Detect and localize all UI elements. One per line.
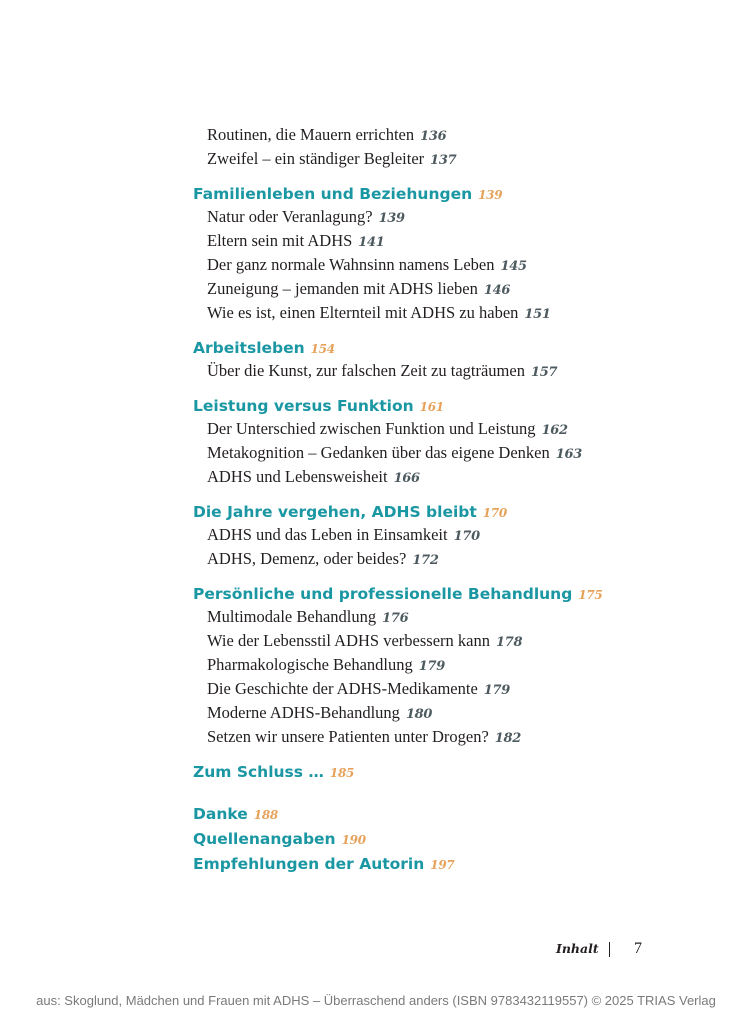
toc-section-page: 139 xyxy=(478,188,503,202)
toc-section-page: 190 xyxy=(341,833,366,847)
toc-entry-title: Wie der Lebensstil ADHS verbessern kann xyxy=(207,631,490,650)
toc-section-title: Familienleben und Beziehungen xyxy=(193,185,473,203)
toc-entry-title: Moderne ADHS-Behandlung xyxy=(207,703,400,722)
toc-section-page: 175 xyxy=(578,588,603,602)
toc-entry xyxy=(207,231,385,251)
toc-entry xyxy=(207,125,446,145)
toc-entry xyxy=(207,549,439,569)
toc-entry-page: 151 xyxy=(524,307,551,322)
toc-entry-title: ADHS, Demenz, oder beides? xyxy=(207,549,407,568)
page-number: 7 xyxy=(634,940,642,957)
toc-section-title: Zum Schluss … xyxy=(193,763,324,781)
toc-entry-page: 163 xyxy=(555,447,582,462)
toc-entry xyxy=(207,207,405,227)
toc-entry-title: Wie es ist, einen Elternteil mit ADHS zu haben xyxy=(207,303,519,322)
toc-entry-page: 146 xyxy=(483,283,511,298)
footer-divider xyxy=(609,942,610,957)
toc-section-title: Die Jahre vergehen, ADHS bleibt xyxy=(193,503,477,521)
toc-entry-page: 170 xyxy=(453,529,480,544)
toc-entry xyxy=(207,361,557,381)
toc-section xyxy=(193,763,354,781)
toc-entry xyxy=(207,419,568,439)
toc-entry xyxy=(207,703,432,723)
toc-entry-title: Multimodale Behandlung xyxy=(207,607,377,626)
toc-section-page: 170 xyxy=(482,506,507,520)
toc-entry-page: 176 xyxy=(382,611,409,626)
toc-section-page: 161 xyxy=(419,400,444,414)
toc-entry xyxy=(207,607,408,627)
toc-entry-page: 182 xyxy=(494,731,522,746)
toc-entry-page: 136 xyxy=(420,129,447,144)
toc-entry xyxy=(207,679,510,699)
toc-section-page: 197 xyxy=(430,858,455,872)
toc-entry-page: 139 xyxy=(378,211,405,226)
toc-entry-title: ADHS und Lebensweisheit xyxy=(207,467,388,486)
toc-entry-page: 180 xyxy=(405,707,433,722)
toc-entry-page: 137 xyxy=(430,153,457,168)
toc-entry-title: Natur oder Veranlagung? xyxy=(207,207,373,226)
toc-entry-title: Routinen, die Mauern errichten xyxy=(207,125,415,144)
toc-entry-title: Zuneigung – jemanden mit ADHS lieben xyxy=(207,279,478,298)
toc-entry xyxy=(207,255,527,275)
toc-entry-title: Metakognition – Gedanken über das eigene Denken xyxy=(207,443,550,462)
toc-section xyxy=(193,830,366,848)
toc-entry-title: Zweifel – ein ständiger Begleiter xyxy=(207,149,425,168)
toc-entry xyxy=(207,655,445,675)
toc-entry xyxy=(207,467,420,487)
toc-section xyxy=(193,185,502,203)
toc-entry-page: 166 xyxy=(393,471,420,486)
toc-entry xyxy=(207,149,456,169)
toc-entry xyxy=(207,525,480,545)
toc-section-page: 188 xyxy=(253,808,278,822)
toc-entry-page: 178 xyxy=(495,635,523,650)
toc-section-title: Danke xyxy=(193,805,248,823)
toc-entry-page: 172 xyxy=(412,553,439,568)
toc-section xyxy=(193,805,278,823)
toc-entry-page: 157 xyxy=(530,365,558,380)
running-footer-label: Inhalt xyxy=(556,941,599,956)
toc-entry-title: Eltern sein mit ADHS xyxy=(207,231,353,250)
toc-entry-title: Der Unterschied zwischen Funktion und Leistung xyxy=(207,419,536,438)
toc-entry xyxy=(207,727,521,747)
toc-section xyxy=(193,503,507,521)
toc-section-title: Empfehlungen der Autorin xyxy=(193,855,425,873)
toc-entry-page: 179 xyxy=(418,659,446,674)
toc-entry-page: 145 xyxy=(500,259,527,274)
toc-entry-title: ADHS und das Leben in Einsamkeit xyxy=(207,525,448,544)
toc-entry xyxy=(207,303,551,323)
toc-entry-title: Pharmakologische Behandlung xyxy=(207,655,413,674)
toc-entry xyxy=(207,279,510,299)
source-attribution: aus: Skoglund, Mädchen und Frauen mit ADHS – Überraschend anders (ISBN 9783432119557) © 2025 TRIAS Verlag xyxy=(36,993,716,1008)
toc-entry-page: 162 xyxy=(541,423,568,438)
toc-entry-title: Setzen wir unsere Patienten unter Drogen? xyxy=(207,727,489,746)
toc-section-title: Quellenangaben xyxy=(193,830,336,848)
toc-section-title: Persönliche und professionelle Behandlung xyxy=(193,585,573,603)
toc-section xyxy=(193,397,444,415)
toc-entry-title: Die Geschichte der ADHS-Medikamente xyxy=(207,679,478,698)
toc-entry-title: Über die Kunst, zur falschen Zeit zu tagträumen xyxy=(207,361,525,380)
toc-entry xyxy=(207,443,582,463)
toc-section-title: Leistung versus Funktion xyxy=(193,397,414,415)
toc-entry xyxy=(207,631,522,651)
toc-section-page: 154 xyxy=(310,342,335,356)
toc-entry-page: 141 xyxy=(358,235,385,250)
toc-entry-page: 179 xyxy=(483,683,511,698)
toc-section-title: Arbeitsleben xyxy=(193,339,305,357)
toc-section xyxy=(193,339,335,357)
toc-entry-title: Der ganz normale Wahnsinn namens Leben xyxy=(207,255,495,274)
toc-section xyxy=(193,585,602,603)
toc-section xyxy=(193,855,454,873)
toc-section-page: 185 xyxy=(329,766,355,780)
